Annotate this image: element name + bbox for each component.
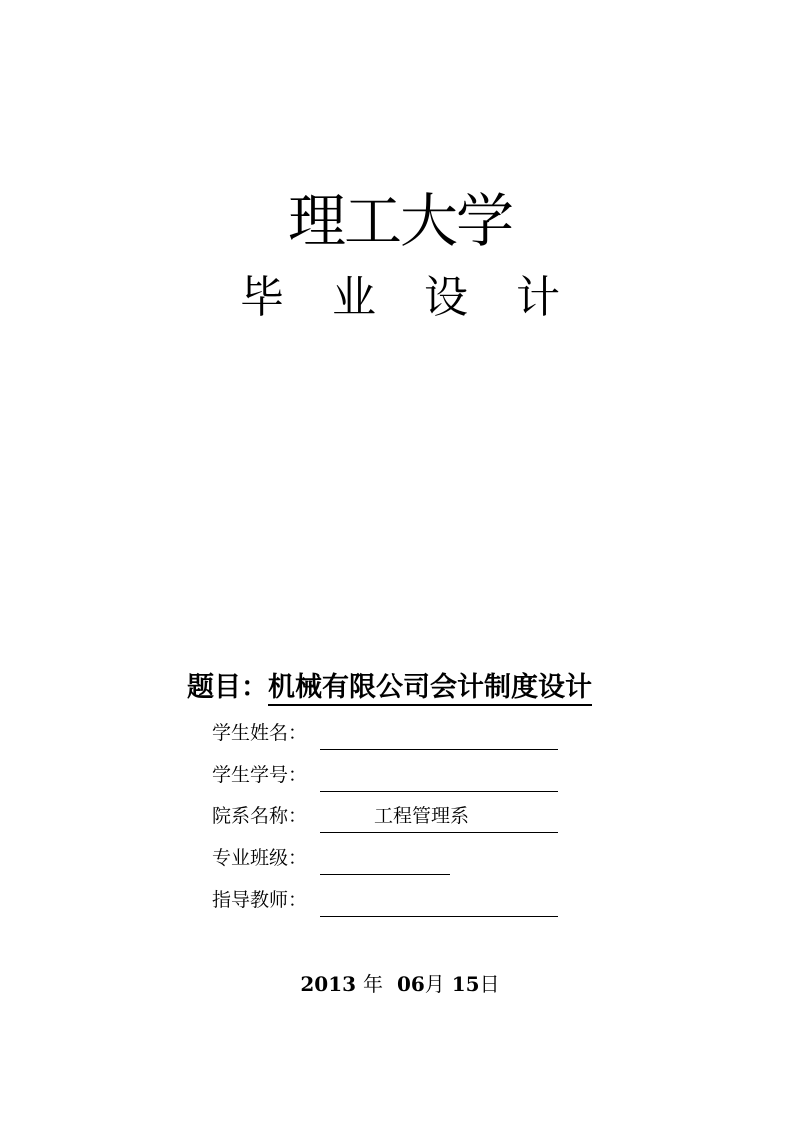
date-day-unit: 日	[479, 972, 500, 996]
student-id-row	[212, 757, 558, 793]
major-class-label: 专业班级：	[212, 847, 308, 869]
date-year: 2013	[300, 972, 357, 996]
date-year-unit: 年	[363, 972, 384, 996]
topic-label: 题目：	[187, 672, 268, 703]
student-id-blank	[320, 757, 558, 792]
major-class-blank	[320, 840, 450, 875]
submission-date	[0, 966, 800, 1002]
student-name-blank	[320, 715, 558, 750]
student-id-label: 学生学号：	[212, 764, 308, 786]
doc-type-char: 业	[332, 272, 376, 323]
doc-type-char: 计	[516, 272, 560, 323]
document-type-title	[0, 270, 800, 326]
date-month-unit: 月	[424, 972, 445, 996]
topic-value: 机械有限公司会计制度设计	[268, 672, 592, 706]
student-name-row	[212, 715, 558, 751]
advisor-blank	[320, 882, 558, 917]
date-day: 15	[451, 972, 480, 996]
major-class-row	[212, 840, 450, 876]
thesis-topic	[187, 668, 592, 708]
doc-type-char: 毕	[240, 272, 284, 323]
department-value: 工程管理系	[374, 805, 470, 827]
department-blank	[320, 798, 558, 833]
date-month: 06	[396, 972, 425, 996]
advisor-label: 指导教师：	[212, 889, 308, 911]
doc-type-char: 设	[424, 272, 468, 323]
advisor-row	[212, 882, 558, 918]
department-label: 院系名称：	[212, 805, 308, 827]
student-name-label: 学生姓名：	[212, 722, 308, 744]
university-title: 理工大学	[287, 187, 512, 255]
department-row	[212, 798, 558, 834]
